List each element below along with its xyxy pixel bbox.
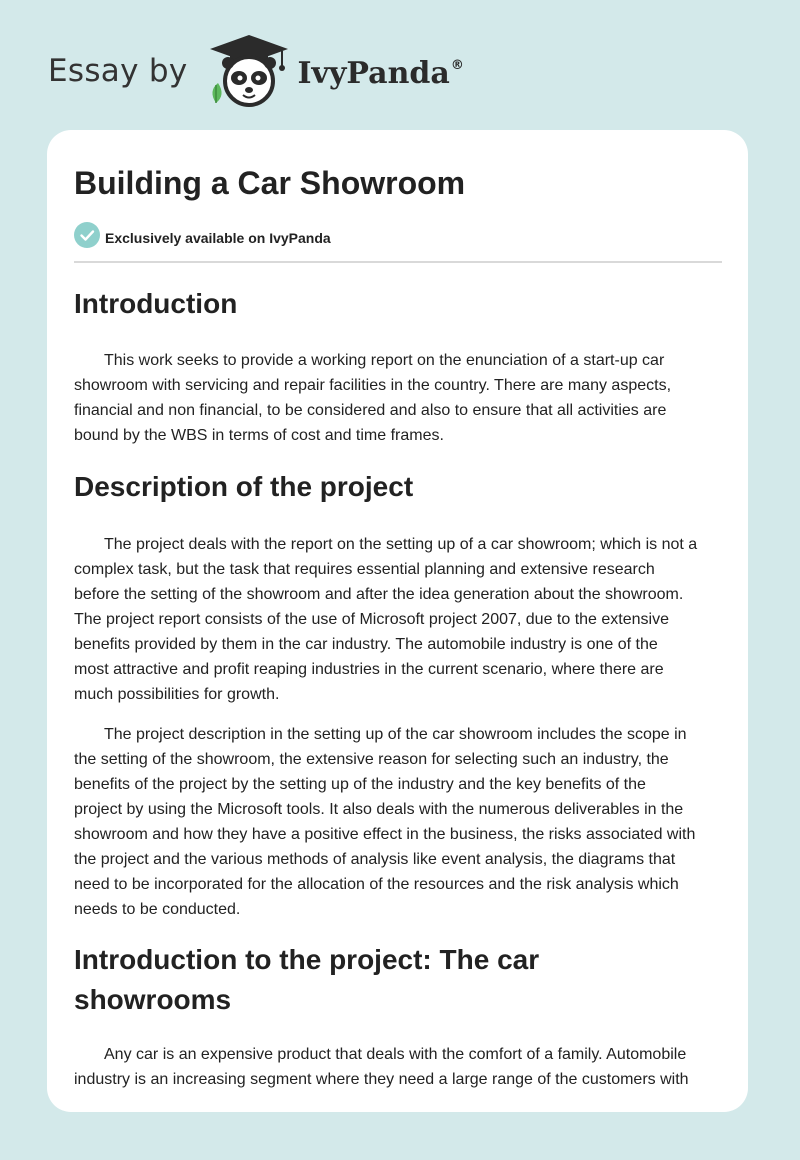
section-heading: Introduction	[74, 288, 238, 319]
divider	[74, 261, 722, 263]
paragraph: This work seeks to provide a working report on the enunciation of a start-up car showroom with servicing and repair facilities in the country. There are many aspects, financial and non financial, to be considered and also to ensure that all activities are bound by the WBS in terms of cost and time frames.	[74, 352, 672, 444]
brand-name[interactable]: IvyPanda®	[297, 55, 464, 91]
check-circle-icon	[74, 222, 100, 253]
essay-by-label: Essay by	[48, 53, 188, 89]
page-title: Building a Car Showroom	[74, 165, 466, 201]
panda-logo-icon[interactable]	[206, 33, 292, 112]
exclusive-badge	[74, 222, 331, 253]
paragraph: The project deals with the report on the setting up of a car showroom; which is not a complex task, but the task that requires essential planning and extensive research before the setting of the showroom and after the idea generation about the showroom. The project report consists of the use of Microsoft project 2007, due to the extensive benefits provided by them in the car industry. The automobile industry is one of the most attractive and profit reaping industries in the current scenario, where there are much possibilities for growth.	[74, 536, 698, 703]
exclusive-badge-label: Exclusively available on IvyPanda	[105, 229, 331, 246]
site-header	[48, 36, 508, 112]
paragraph: Any car is an expensive product that deals with the comfort of a family. Automobile industry is an increasing segment where they need a large range of the customers with	[74, 1046, 689, 1088]
essay-card	[47, 130, 748, 1112]
section-heading: Introduction to the project: The car showrooms	[74, 944, 540, 1015]
paragraph: The project description in the setting up of the car showroom includes the scope in the setting of the showroom, the extensive reason for selecting such an industry, the benefits of the project by the setting up of the industry and the key benefits of the project by using the Microsoft tools. It also deals with the numerous deliverables in the showroom and how they have a positive effect in the business, the risks associated with the project and the various methods of analysis like event analysis, the diagrams that need to be incorporated for the allocation of the resources and the risk analysis which needs to be conducted.	[74, 726, 696, 918]
section-heading: Description of the project	[74, 471, 414, 502]
registered-mark: ®	[450, 57, 464, 73]
article-body	[74, 280, 722, 1092]
